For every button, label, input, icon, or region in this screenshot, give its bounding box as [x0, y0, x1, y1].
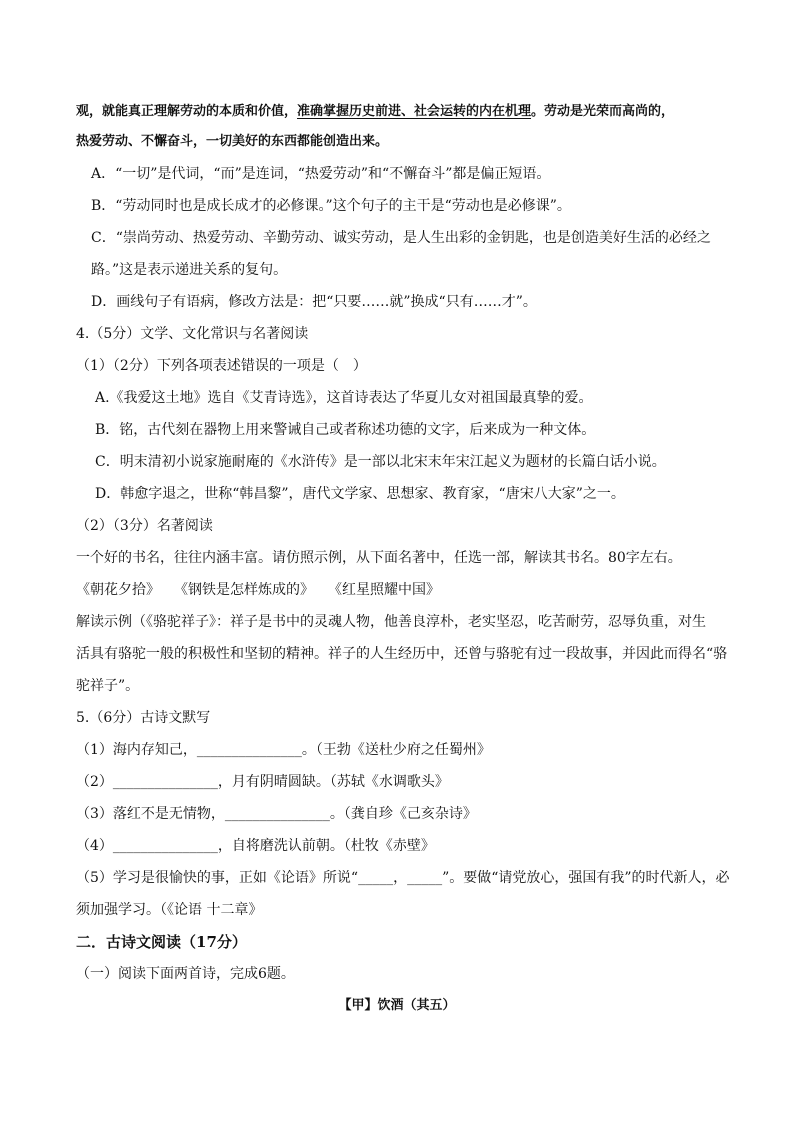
q3-option-c-cont: 路。”这是表示递进关系的复句。 [91, 262, 288, 278]
q5-item-2: （2）_______________，月有阴晴圆缺。（苏轼《水调歌头》 [76, 774, 449, 790]
passage-text: 。劳动是光荣而高尚的， [531, 104, 675, 119]
q3-option-c: C．“崇尚劳动、热爱劳动、辛勤劳动、诚实劳动，是人生出彩的金钥匙，也是创造美好生活的必经之 [91, 230, 711, 246]
q4-sub1: （1）（2分）下列各项表述错误的一项是（ ） [76, 358, 367, 374]
q5-item-3: （3）落红不是无情物，_______________。（龚自珍《己亥杂诗》 [76, 806, 477, 822]
q5-item-4: （4）_______________，自将磨洗认前朝。（杜牧《赤壁》 [76, 838, 435, 854]
passage-text: 观，就能真正理解劳动的本质和价值， [76, 104, 298, 119]
passage-line-1 [76, 102, 674, 122]
q4-example-cont: 活具有骆驼一般的积极性和坚韧的精神。祥子的人生经历中，还曾与骆驼有过一段故事，并因此而得名“骆 [76, 646, 728, 662]
q4-sub2: （2）（3分）名著阅读 [76, 518, 213, 534]
q5-item-1: （1）海内存知己，_______________。（王勃《送杜少府之任蜀州》 [76, 742, 491, 758]
q5-item-5-cont: 须加强学习。（《论语 十二章》 [76, 902, 263, 918]
section-2-title: 二．古诗文阅读（17分） [76, 933, 247, 951]
q4-option-a: A.《我爱这土地》选自《艾青诗选》，这首诗表达了华夏儿女对祖国最真挚的爱。 [95, 390, 593, 406]
q4-title: 4.（5分）文学、文化常识与名著阅读 [76, 326, 309, 342]
passage-line-2: 热爱劳动、不懈奋斗，一切美好的东西都能创造出来。 [76, 134, 389, 149]
q4-option-d: D．韩愈字退之，世称“韩昌黎”，唐代文学家、思想家、教育家，“唐宋八大家”之一。 [95, 486, 625, 502]
underlined-sentence: 准确掌握历史前进、社会运转的内在机理 [297, 104, 532, 119]
q4-option-b: B．铭，古代刻在器物上用来警诫自己或者称述功德的文字，后来成为一种文体。 [95, 422, 596, 438]
q4-example-end: 驼祥子”。 [76, 678, 140, 694]
q4-prompt: 一个好的书名，往往内涵丰富。请仿照示例，从下面名著中，任选一部，解读其书名。80字左右。 [76, 550, 682, 566]
section-2-sub: （一）阅读下面两首诗，完成6题。 [76, 966, 295, 982]
poem-title: 【甲】饮酒（其五） [338, 998, 456, 1013]
q3-option-b: B．“劳动同时也是成长成才的必修课。”这个句子的主干是“劳动也是必修课”。 [91, 198, 571, 214]
q4-books: 《朝花夕拾》 《钢铁是怎样炼成的》 《红星照耀中国》 [76, 582, 440, 598]
q4-option-c: C．明末清初小说家施耐庵的《水浒传》是一部以北宋末年宋江起义为题材的长篇白话小说。 [95, 454, 666, 470]
q3-option-d: D．画线句子有语病，修改方法是：把“只要……就”换成“只有……才”。 [91, 294, 537, 310]
q3-option-a: A．“一切”是代词，“而”是连词，“热爱劳动”和“不懈奋斗”都是偏正短语。 [91, 166, 551, 182]
q5-title: 5.（6分）古诗文默写 [76, 710, 211, 726]
q5-item-5: （5）学习是很愉快的事，正如《论语》所说“_____，_____”。要做“请党放心，强国有我”的时代新人，必 [76, 870, 730, 886]
q4-example: 解读示例（《骆驼祥子》：祥子是书中的灵魂人物，他善良淳朴，老实坚忍，吃苦耐劳，忍辱负重，对生 [76, 614, 706, 630]
